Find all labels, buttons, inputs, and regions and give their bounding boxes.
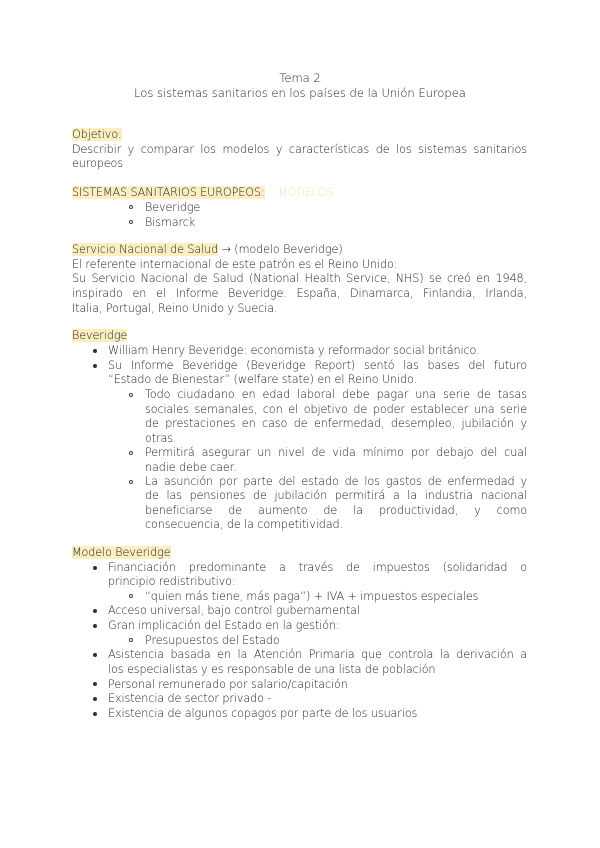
beveridge-bullet-2-line-1: Su Informe Beveridge (Beveridge Report) sentó las bases del futuro: [108, 359, 527, 372]
systems-heading-text: SISTEMAS SANITARIOS EUROPEOS:: [72, 186, 265, 199]
models-faint-label: MODELOS: [278, 186, 334, 199]
bullet-icon: [93, 682, 97, 686]
bullet-icon: [93, 349, 97, 353]
bullet-icon: [93, 653, 97, 657]
objective-line-1: Describir y comparar los modelos y características de los sistemas sanitarios: [72, 143, 527, 156]
objective-line-2: europeos: [72, 157, 124, 170]
beveridge-heading: [72, 328, 127, 343]
model-bullet-6: Existencia de sector privado -: [108, 692, 272, 705]
nhs-line-1: El referente internacional de este patrón es el Reino Unido:: [72, 258, 398, 271]
circle-bullet-icon: [129, 594, 133, 598]
model-heading: [72, 545, 171, 560]
circle-bullet-icon: [129, 220, 133, 224]
beveridge-sub-2-line-1: Permitirá asegurar un nivel de vida mínimo por debajo del cual: [145, 446, 527, 459]
beveridge-bullet-1: William Henry Beveridge: economista y reformador social británico.: [108, 344, 480, 357]
model-heading-text: Modelo Beveridge: [72, 546, 171, 559]
model-bullet-3-sub: Presupuestos del Estado: [145, 634, 280, 647]
beveridge-sub-3-line-1: La asunción por parte del estado de los gastos de enfermedad y: [145, 475, 527, 488]
model-bullet-7: Existencia de algunos copagos por parte de los usuarios: [108, 707, 418, 720]
circle-bullet-icon: [129, 480, 133, 484]
model-bullet-1-line-2: principio redistributivo:: [108, 575, 236, 588]
model-bullet-1-line-1: Financiación predominante a través de impuestos (solidaridad o: [108, 561, 527, 574]
circle-bullet-icon: [129, 393, 133, 397]
model-bullet-3: Gran implicación del Estado en la gestión:: [108, 619, 340, 632]
objective-label: Objetivo:: [72, 128, 122, 141]
beveridge-sub-1-line-1: Todo ciudadano en edad laboral debe pagar una serie de tasas: [145, 388, 527, 401]
model-item-bismarck: Bismarck: [145, 216, 196, 229]
objective-heading: [72, 127, 122, 142]
circle-bullet-icon: [129, 205, 133, 209]
nhs-heading: [72, 242, 343, 257]
model-bullet-5: Personal remunerado por salario/capitación: [108, 678, 348, 691]
beveridge-sub-3-line-4: consecuencia, de la competitividad.: [145, 518, 344, 531]
beveridge-sub-2-line-2: nadie debe caer.: [145, 461, 237, 474]
beveridge-sub-1-line-4: otras.: [145, 432, 177, 445]
nhs-line-4: Italia, Portugal, Reino Unido y Suecia.: [72, 302, 278, 315]
beveridge-sub-1-line-2: sociales semanales, con el objetivo de poder establecer una serie: [145, 403, 527, 416]
model-item-beveridge: Beveridge: [145, 201, 201, 214]
bullet-icon: [93, 624, 97, 628]
beveridge-heading-text: Beveridge: [72, 329, 128, 342]
model-bullet-2: Acceso universal, bajo control gubernamental: [108, 604, 360, 617]
beveridge-sub-1-line-3: de prestaciones en caso de enfermedad, desempleo, jubilación y: [145, 417, 527, 430]
bullet-icon: [93, 566, 97, 570]
document-subtitle: Los sistemas sanitarios en los países de la Unión Europea: [134, 86, 466, 100]
bullet-icon: [93, 712, 97, 716]
beveridge-sub-3-line-2: de las pensiones de jubilación permitirá a la industria nacional: [145, 489, 527, 502]
beveridge-bullet-2-line-2: “Estado de Bienestar” (welfare state) en el Reino Unido.: [108, 373, 418, 386]
model-bullet-4-line-1: Asistencia basada en la Atención Primaria que controla la derivación a: [108, 648, 527, 661]
systems-heading: [72, 185, 333, 200]
bullet-icon: [93, 697, 97, 701]
circle-bullet-icon: [129, 638, 133, 642]
beveridge-sub-3-line-3: beneficiarse de aumento de la productividad, y como: [145, 504, 527, 517]
model-bullet-4-line-2: los especialistas y es responsable de una lista de población: [108, 663, 436, 676]
model-bullet-1-sub: “quien más tiene, más paga”) + IVA + impuestos especiales: [145, 590, 479, 603]
nhs-line-2: Su Servicio Nacional de Salud (National Health Service, NHS) se creó en 1948,: [72, 272, 527, 285]
circle-bullet-icon: [129, 451, 133, 455]
bullet-icon: [93, 609, 97, 613]
nhs-heading-suffix: → (modelo Beveridge): [218, 243, 343, 256]
topic-title: Tema 2: [279, 71, 321, 85]
nhs-line-3: inspirado en el Informe Beveridge. España, Dinamarca, Finlandia, Irlanda,: [72, 287, 527, 300]
bullet-icon: [93, 364, 97, 368]
nhs-heading-text: Servicio Nacional de Salud: [72, 243, 219, 256]
